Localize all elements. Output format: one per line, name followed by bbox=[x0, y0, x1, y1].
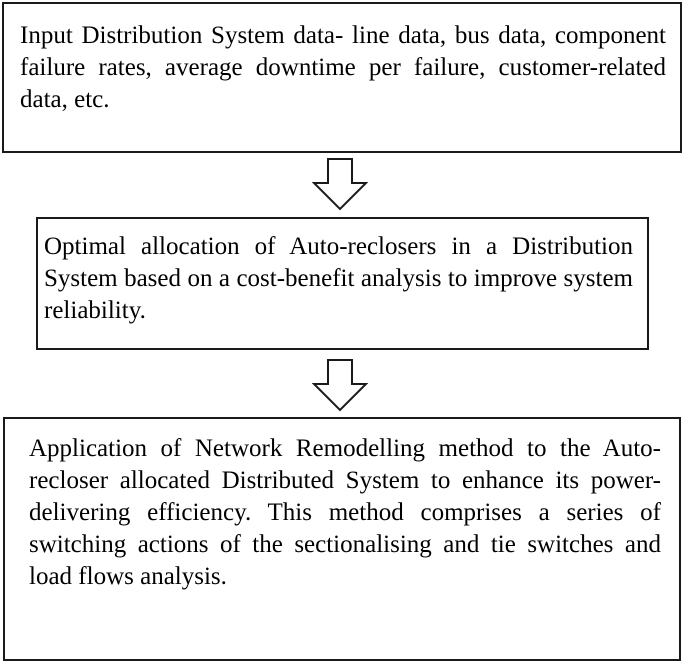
hollow-down-arrow-icon bbox=[312, 157, 368, 211]
hollow-down-arrow-icon bbox=[312, 358, 368, 412]
step-text-network-remodelling: Application of Network Remodelling method to the Auto-recloser allocated Distributed System to enhance its power-delivering efficiency. This method comprises a series of switching actions of the sectionalising and tie switches and load flows analysis. bbox=[29, 435, 661, 590]
step-box-input-data bbox=[2, 2, 682, 153]
step-box-auto-recloser-allocation bbox=[36, 217, 649, 350]
step-box-network-remodelling bbox=[3, 417, 681, 661]
step-text-auto-recloser-allocation: Optimal allocation of Auto-reclosers in a Distribution System based on a cost-benefit analysis to improve system reliability. bbox=[44, 233, 633, 324]
step-text-input-data: Input Distribution System data- line data, bus data, component failure rates, average downtime per failure, customer-related data, etc. bbox=[20, 22, 666, 113]
